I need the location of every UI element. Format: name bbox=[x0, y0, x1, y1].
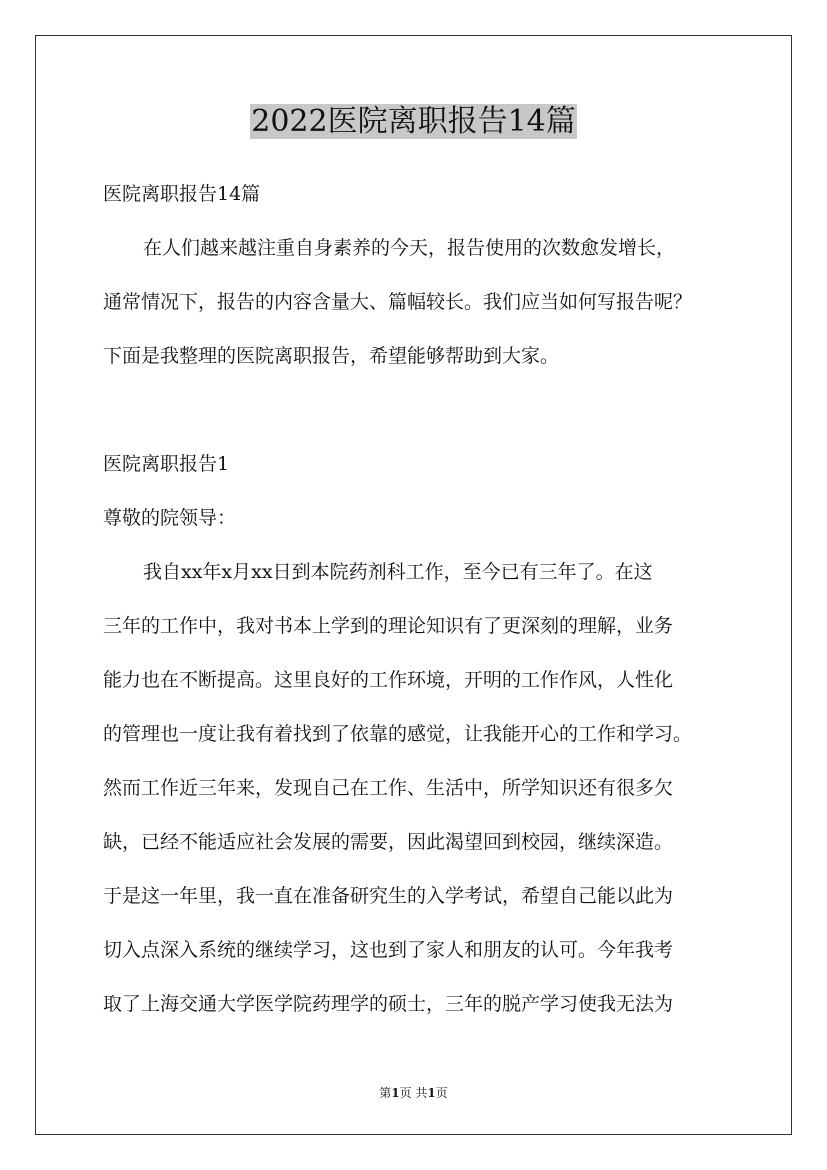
intro-line-1: 在人们越来越注重自身素养的今天，报告使用的次数愈发增长， bbox=[143, 237, 676, 259]
body-line-7: 于是这一年里，我一直在准备研究生的入学考试，希望自己能以此为 bbox=[103, 885, 674, 907]
document-title bbox=[0, 102, 827, 142]
document-title-text: 2022医院离职报告14篇 bbox=[251, 104, 576, 139]
intro-line-2: 通常情况下，报告的内容含量大、篇幅较长。我们应当如何写报告呢？ bbox=[103, 291, 693, 313]
document-subtitle: 医院离职报告14篇 bbox=[103, 183, 261, 205]
footer-label-2: 页 共 bbox=[399, 1086, 428, 1100]
body-line-6: 缺，已经不能适应社会发展的需要，因此渴望回到校园，继续深造。 bbox=[103, 831, 674, 853]
body-line-2: 三年的工作中，我对书本上学到的理论知识有了更深刻的理解，业务 bbox=[103, 615, 674, 637]
section-heading: 医院离职报告1 bbox=[103, 453, 230, 475]
body-line-4: 的管理也一度让我有着找到了依靠的感觉，让我能开心的工作和学习。 bbox=[103, 723, 693, 745]
body-line-5: 然而工作近三年来，发现自己在工作、生活中，所学知识还有很多欠 bbox=[103, 777, 674, 799]
body-line-9: 取了上海交通大学医学院药理学的硕士，三年的脱产学习使我无法为 bbox=[103, 993, 674, 1015]
footer-page-total: 1 bbox=[427, 1086, 436, 1100]
footer-page-current: 1 bbox=[391, 1086, 400, 1100]
intro-line-3: 下面是我整理的医院离职报告，希望能够帮助到大家。 bbox=[103, 345, 560, 367]
body-line-8: 切入点深入系统的继续学习，这也到了家人和朋友的认可。今年我考 bbox=[103, 939, 674, 961]
page-footer bbox=[0, 1085, 827, 1101]
body-line-1: 我自xx年x月xx日到本院药剂科工作，至今已有三年了。在这 bbox=[143, 561, 653, 583]
body-line-3: 能力也在不断提高。这里良好的工作环境，开明的工作作风，人性化 bbox=[103, 669, 674, 691]
footer-label-3: 页 bbox=[435, 1086, 448, 1100]
footer-label-1: 第 bbox=[379, 1086, 392, 1100]
salutation: 尊敬的院领导： bbox=[103, 507, 237, 529]
